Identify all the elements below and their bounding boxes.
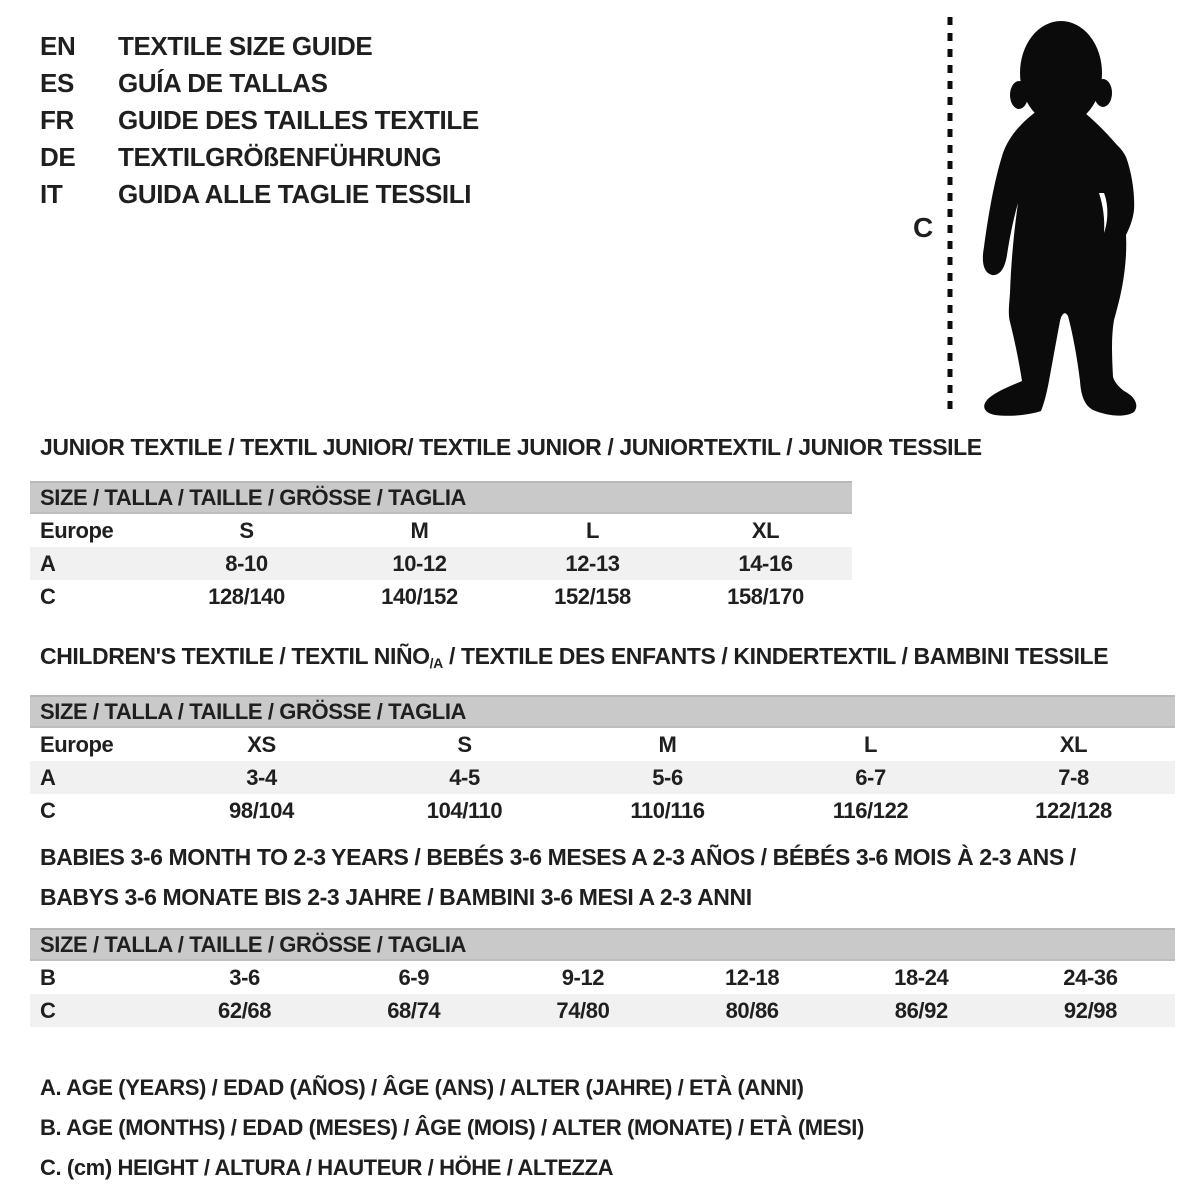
size-table-header: SIZE / TALLA / TAILLE / GRÖSSE / TAGLIA (30, 928, 1175, 961)
lang-code: FR (40, 105, 74, 135)
table-cell: 6-7 (855, 764, 886, 790)
junior-section-title (30, 433, 982, 461)
table-cell: 74/80 (556, 997, 610, 1023)
table-cell: 122/128 (1035, 797, 1112, 823)
measurement-legend (40, 1068, 864, 1188)
table-cell: 86/92 (894, 997, 948, 1023)
table-cell: 4-5 (449, 764, 480, 790)
table-cell: 3-6 (229, 964, 260, 990)
lang-title: TEXTILE SIZE GUIDE (118, 31, 373, 61)
table-row-a (30, 547, 852, 580)
lang-code: DE (40, 142, 76, 172)
table-cell: 80/86 (725, 997, 779, 1023)
table-row-c (30, 580, 852, 613)
row-label: C (40, 797, 56, 823)
table-cell: 14-16 (738, 550, 793, 576)
table-cell: S (457, 731, 472, 757)
table-cell: 128/140 (208, 583, 285, 609)
table-cell: 3-4 (246, 764, 277, 790)
table-row-c (30, 994, 1175, 1027)
lang-title: GUIDA ALLE TAGLIE TESSILI (118, 179, 472, 209)
row-label: C (40, 997, 56, 1023)
table-cell: 24-36 (1063, 964, 1118, 990)
table-row-c (30, 794, 1175, 827)
table-row-b (30, 961, 1175, 994)
lang-row-en (40, 28, 479, 65)
table-cell: XL (751, 517, 780, 543)
row-label: A (40, 550, 56, 576)
table-cell: 140/152 (381, 583, 458, 609)
table-cell: 7-8 (1058, 764, 1089, 790)
table-cell: 158/170 (727, 583, 804, 609)
measurement-figure (893, 5, 1163, 430)
children-title-text: / TEXTILE DES ENFANTS / KINDERTEXTIL / BAMBINI TESSILE (443, 643, 1109, 669)
table-cell: 152/158 (554, 583, 631, 609)
row-label: A (40, 764, 56, 790)
table-cell: M (410, 517, 429, 543)
table-cell: 9-12 (561, 964, 605, 990)
lang-row-it (40, 176, 479, 213)
babies-section-title (30, 843, 1175, 911)
table-cell: 110/116 (630, 797, 705, 823)
lang-title: GUÍA DE TALLAS (118, 68, 328, 98)
table-row-europe (30, 728, 1175, 761)
table-cell: 12-18 (724, 964, 780, 990)
table-cell: L (863, 731, 878, 757)
height-measure-label: C (913, 212, 933, 243)
children-title-subscript: /A (429, 655, 444, 671)
lang-row-fr (40, 102, 479, 139)
table-row-europe (30, 514, 852, 547)
figure-svg (893, 5, 1163, 430)
lang-row-es (40, 65, 479, 102)
section-children-textile (30, 642, 1175, 827)
table-cell: L (585, 517, 600, 543)
junior-size-table (30, 481, 852, 613)
table-cell: 98/104 (229, 797, 294, 823)
legend-line-b: B. AGE (MONTHS) / EDAD (MESES) / ÂGE (MOIS) / ALTER (MONATE) / ETÀ (MESI) (40, 1115, 864, 1140)
lang-code: IT (40, 179, 63, 209)
children-section-title (30, 642, 1175, 674)
babies-title-line2: BABYS 3-6 MONATE BIS 2-3 JAHRE / BAMBINI 3-6 MESI A 2-3 ANNI (40, 884, 752, 910)
children-title-text: CHILDREN'S TEXTILE / TEXTIL NIÑO (40, 643, 430, 669)
table-cell: XS (247, 731, 276, 757)
junior-title-text: JUNIOR TEXTILE / TEXTIL JUNIOR/ TEXTILE JUNIOR / JUNIORTEXTIL / JUNIOR TESSILE (40, 434, 982, 460)
babies-title-line1: BABIES 3-6 MONTH TO 2-3 YEARS / BEBÉS 3-6 MESES A 2-3 AÑOS / BÉBÉS 3-6 MOIS À 2-3 ANS / (40, 844, 1076, 870)
row-label: B (40, 964, 56, 990)
table-cell: 6-9 (398, 964, 430, 990)
lang-code: EN (40, 31, 76, 61)
table-cell: M (658, 731, 677, 757)
section-babies-textile (30, 843, 1175, 1027)
table-cell: 116/122 (832, 797, 909, 823)
lang-title: TEXTILGRÖßENFÜHRUNG (118, 142, 442, 172)
table-cell: 10-12 (392, 550, 447, 576)
legend-line-c: C. (cm) HEIGHT / ALTURA / HAUTEUR / HÖHE / ALTEZZA (40, 1155, 614, 1180)
table-cell: XL (1059, 731, 1088, 757)
table-cell: S (239, 517, 254, 543)
table-cell: 104/110 (426, 797, 503, 823)
row-label: Europe (40, 517, 114, 543)
lang-title: GUIDE DES TAILLES TEXTILE (118, 105, 479, 135)
lang-row-de (40, 139, 479, 176)
table-cell: 68/74 (387, 997, 441, 1023)
table-cell: 92/98 (1063, 997, 1117, 1023)
row-label: C (40, 583, 56, 609)
size-table-header: SIZE / TALLA / TAILLE / GRÖSSE / TAGLIA (30, 695, 1175, 728)
babies-size-table (30, 928, 1175, 1027)
table-cell: 5-6 (652, 764, 683, 790)
size-table-header: SIZE / TALLA / TAILLE / GRÖSSE / TAGLIA (30, 481, 852, 514)
section-junior-textile (30, 433, 982, 613)
toddler-silhouette-icon (983, 21, 1136, 416)
language-header (40, 28, 479, 213)
table-cell: 8-10 (225, 550, 268, 576)
table-cell: 62/68 (218, 997, 272, 1023)
lang-code: ES (40, 68, 74, 98)
table-cell: 12-13 (565, 550, 620, 576)
children-size-table (30, 695, 1175, 827)
legend-line-a: A. AGE (YEARS) / EDAD (AÑOS) / ÂGE (ANS) / ALTER (JAHRE) / ETÀ (ANNI) (40, 1075, 804, 1100)
row-label: Europe (40, 731, 114, 757)
table-cell: 18-24 (894, 964, 949, 990)
table-row-a (30, 761, 1175, 794)
